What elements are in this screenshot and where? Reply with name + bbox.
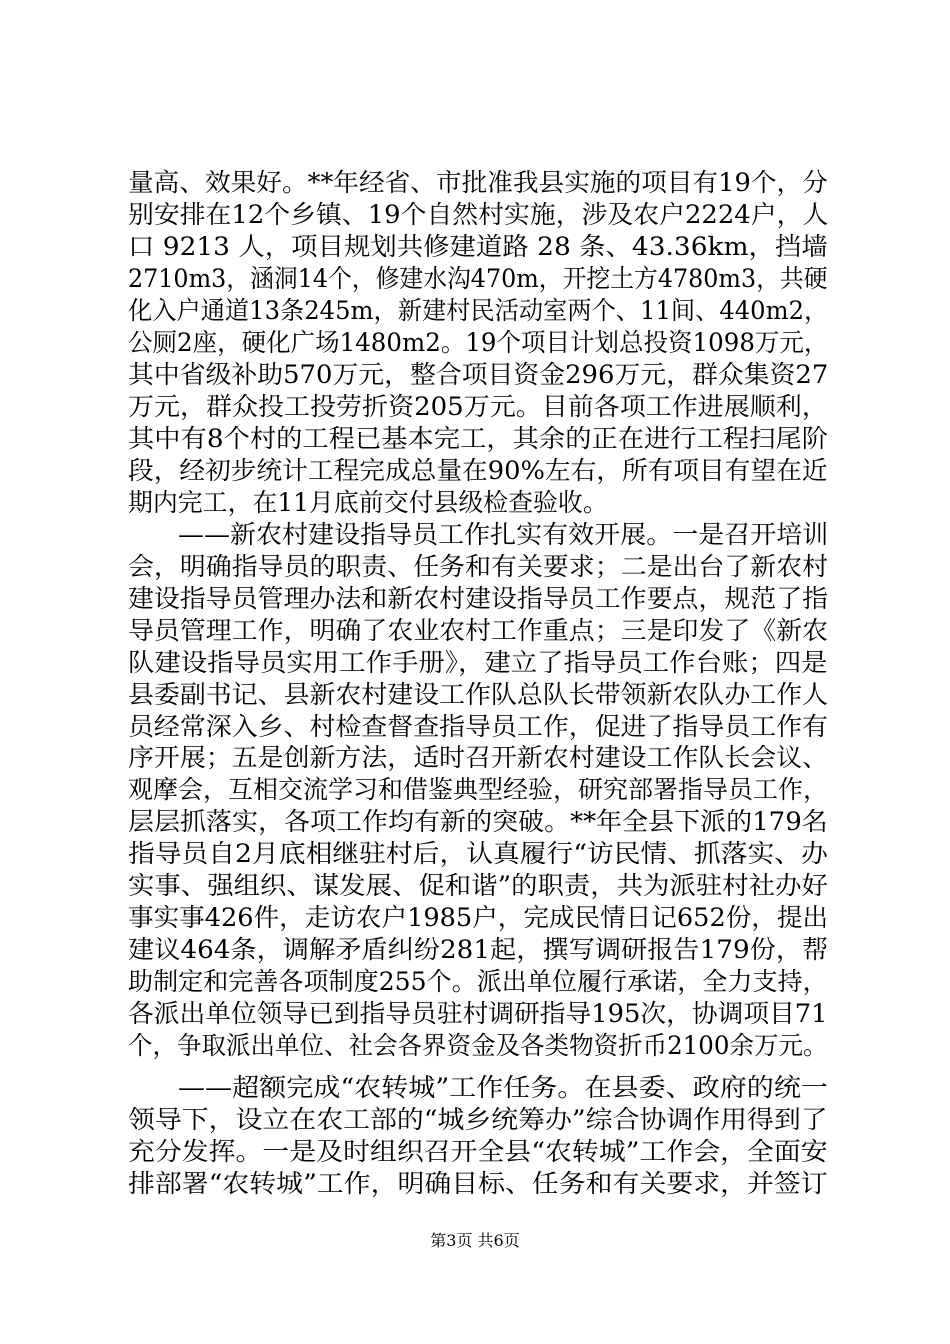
text-line: 万元，群众投工投劳折资205万元。目前各项工作进展顺利， <box>128 391 828 421</box>
text-line: 观摩会，互相交流学习和借鉴典型经验，研究部署指导员工作， <box>128 775 828 805</box>
paragraph-start-line: ——超额完成“农转城”工作任务。在县委、政府的统一 <box>178 1073 828 1103</box>
text-line: 其中有8个村的工程已基本完工，其余的正在进行工程扫尾阶 <box>128 423 828 453</box>
text-line: 别安排在12个乡镇、19个自然村实施，涉及农户2224户，人 <box>128 200 829 229</box>
text-line: 会，明确指导员的职责、任务和有关要求；二是出台了新农村 <box>128 551 829 581</box>
text-line: 2710m3，涵洞14个，修建水沟470m，开挖土方4780m3，共硬 <box>128 263 828 293</box>
text-line: 其中省级补助570万元，整合项目资金296万元，群众集资27 <box>128 359 829 389</box>
text-line: 期内完工，在11月底前交付县级检查验收。 <box>128 487 608 517</box>
text-line: 助制定和完善各项制度255个。派出单位履行承诺，全力支持， <box>128 967 828 997</box>
text-line: 化入户通道13条245m，新建村民活动室两个、11间、440m2， <box>128 295 829 325</box>
text-line: 充分发挥。一是及时组织召开全县“农转城”工作会，全面安 <box>128 1137 828 1167</box>
text-line: 导员管理工作，明确了农业农村工作重点；三是印发了《新农 <box>128 615 829 645</box>
text-line: 排部署“农转城”工作，明确目标、任务和有关要求，并签订 <box>128 1169 828 1198</box>
text-line: 实事、强组织、谋发展、促和谐”的职责，共为派驻村社办好 <box>128 871 828 901</box>
text-line: 建设指导员管理办法和新农村建设指导员工作要点，规范了指 <box>128 583 829 613</box>
text-line: 事实事426件，走访农户1985户，完成民情日记652份，提出 <box>128 903 829 933</box>
text-line: 个，争取派出单位、社会各界资金及各类物资折币2100余万元。 <box>128 1031 828 1061</box>
text-line: 县委副书记、县新农村建设工作队总队长带领新农队办工作人 <box>128 679 829 709</box>
text-line: 领导下，设立在农工部的“城乡统筹办”综合协调作用得到了 <box>128 1105 828 1135</box>
text-line: 各派出单位领导已到指导员驻村调研指导195次，协调项目71 <box>128 999 828 1029</box>
page-footer: 第3页 共6页 <box>430 1231 520 1250</box>
text-line: 队建设指导员实用工作手册》，建立了指导员工作台账；四是 <box>128 647 828 677</box>
text-line: 序开展；五是创新方法，适时召开新农村建设工作队长会议、 <box>128 743 829 773</box>
text-line: 口 9213 人，项目规划共修建道路 28 条、43.36km，挡墙 <box>128 231 828 261</box>
paragraph-start-line: ——新农村建设指导员工作扎实有效开展。一是召开培训 <box>178 519 829 549</box>
text-line: 指导员自2月底相继驻村后，认真履行“访民情、抓落实、办 <box>128 839 828 869</box>
text-line: 员经常深入乡、村检查督查指导员工作，促进了指导员工作有 <box>128 711 829 741</box>
text-line: 公厕2座，硬化广场1480m2。19个项目计划总投资1098万元， <box>128 327 829 357</box>
text-line: 建议464条，调解矛盾纠纷281起，撰写调研报告179份，帮 <box>128 935 829 965</box>
text-line: 层层抓落实，各项工作均有新的突破。**年全县下派的179名 <box>128 807 828 837</box>
text-line: 段，经初步统计工程完成总量在90%左右，所有项目有望在近 <box>128 455 828 485</box>
text-line: 量高、效果好。**年经省、市批准我县实施的项目有19个，分 <box>128 168 828 197</box>
